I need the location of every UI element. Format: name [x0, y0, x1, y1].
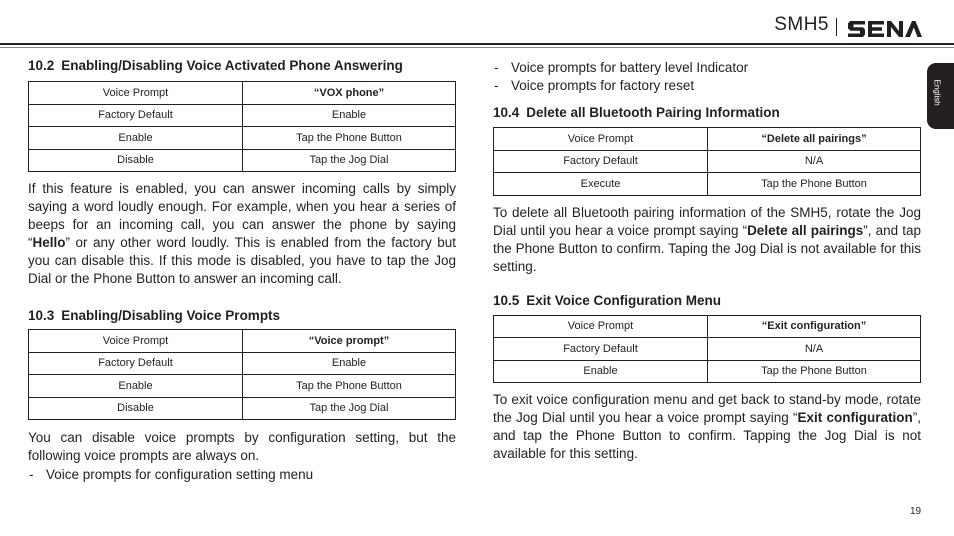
table-cell: N/A — [708, 338, 921, 361]
table-cell: “Voice prompt” — [243, 330, 456, 353]
settings-table-voice-prompt — [28, 329, 456, 420]
table-cell: Voice Prompt — [494, 128, 708, 151]
text-run-bold: Hello — [32, 235, 66, 250]
list-dash: - — [494, 60, 499, 75]
sena-logo — [848, 21, 922, 37]
header-rule-thin — [0, 47, 954, 48]
list-item — [493, 77, 921, 95]
table-row — [29, 104, 456, 127]
table-cell: Tap the Phone Button — [708, 360, 921, 383]
section-number: 10.2 — [28, 58, 55, 73]
table-cell: Enable — [29, 375, 243, 398]
list-dash: - — [494, 78, 499, 93]
table-row — [29, 397, 456, 420]
list-item — [493, 59, 921, 77]
table-cell: Disable — [29, 149, 243, 172]
paragraph-vox — [28, 180, 456, 288]
paragraph-voice-prompts: You can disable voice prompts by configuration setting, but the following voice prompts are always on. — [28, 430, 456, 463]
table-cell: “Delete all pairings” — [708, 128, 921, 151]
table-cell: Enable — [494, 360, 708, 383]
paragraph-delete-pairings — [493, 204, 921, 276]
settings-table-delete-pairings — [493, 127, 921, 196]
table-cell: Factory Default — [494, 150, 708, 173]
table-cell: Tap the Phone Button — [243, 127, 456, 150]
table-cell: Tap the Jog Dial — [243, 149, 456, 172]
table-cell: Factory Default — [29, 352, 243, 375]
section-title: Delete all Bluetooth Pairing Information — [526, 105, 780, 120]
section-title: Enabling/Disabling Voice Activated Phone Answering — [61, 58, 403, 73]
table-cell: N/A — [708, 150, 921, 173]
section-title: Enabling/Disabling Voice Prompts — [61, 308, 281, 323]
table-row — [494, 128, 921, 151]
table-cell: Tap the Phone Button — [708, 173, 921, 196]
section-heading-10-2 — [28, 58, 456, 73]
language-tab-label: English — [932, 79, 942, 106]
header-separator — [836, 18, 837, 36]
table-row — [29, 149, 456, 172]
table-cell: Factory Default — [29, 104, 243, 127]
table-cell: Factory Default — [494, 338, 708, 361]
list-item-text: Voice prompts for factory reset — [511, 78, 695, 93]
header-rule — [0, 43, 954, 45]
section-title: Exit Voice Configuration Menu — [526, 292, 722, 308]
settings-table-vox-phone — [28, 81, 456, 172]
table-cell: Voice Prompt — [29, 82, 243, 105]
left-column — [28, 58, 456, 484]
right-column — [493, 58, 921, 463]
table-row — [494, 173, 921, 196]
table-cell: Tap the Jog Dial — [243, 397, 456, 420]
table-cell: Enable — [243, 352, 456, 375]
text-run: If this feature is enabled, you can answer incoming calls by simply saying a word loudly enough. For example, when you hear a series of beeps for an incoming call, you can answer the phone by saying “ — [28, 181, 456, 250]
paragraph-exit-configuration — [493, 391, 921, 463]
table-cell: Voice Prompt — [29, 330, 243, 353]
table-cell: Enable — [243, 104, 456, 127]
table-cell: Voice Prompt — [494, 315, 708, 338]
text-run-bold: Exit configuration — [797, 410, 913, 425]
table-cell: “VOX phone” — [243, 82, 456, 105]
table-row — [29, 82, 456, 105]
section-number: 10.4 — [493, 105, 520, 120]
page-number: 19 — [910, 506, 922, 517]
table-row — [494, 338, 921, 361]
section-number: 10.5 — [493, 292, 520, 308]
table-row — [494, 150, 921, 173]
table-cell: Execute — [494, 173, 708, 196]
table-row — [494, 315, 921, 338]
table-cell: Disable — [29, 397, 243, 420]
model-name: SMH5 — [774, 14, 829, 35]
settings-table-exit-configuration — [493, 315, 921, 384]
table-row — [29, 330, 456, 353]
text-run: ”, and tap the Phone Button to confirm. Taping the Jog Dial is not available for this setting. — [493, 222, 921, 274]
text-run: ”, and tap the Phone Button to confirm. Tapping the Jog Dial is not available for this setting. — [493, 410, 922, 461]
list-item-text: Voice prompts for configuration setting menu — [46, 467, 314, 482]
table-row — [29, 375, 456, 398]
text-run: To delete all Bluetooth pairing information of the SMH5, rotate the Jog Dial until you hear a voice prompt saying “ — [493, 204, 921, 238]
text-run-bold: Delete all pairings — [747, 222, 864, 238]
list-item-text: Voice prompts for battery level Indicator — [511, 60, 749, 75]
table-row — [29, 127, 456, 150]
section-number: 10.3 — [28, 308, 55, 323]
table-row — [494, 360, 921, 383]
text-run: ” or any other word loudly. This is enabled from the factory but you can disable this. If this mode is disabled, you have to tap the Jog Dial or the Phone Button to answer an incoming call. — [28, 235, 456, 286]
text-run: To exit voice configuration menu and get back to stand-by mode, rotate the Jog Dial until you hear a voice prompt saying “ — [493, 392, 921, 425]
table-row — [29, 352, 456, 375]
table-cell: Enable — [29, 127, 243, 150]
list-item — [28, 466, 456, 484]
table-cell: Tap the Phone Button — [243, 375, 456, 398]
section-heading-10-5 — [493, 293, 921, 308]
list-dash: - — [29, 467, 34, 482]
section-heading-10-3 — [28, 308, 456, 323]
table-cell: “Exit configuration” — [708, 315, 921, 338]
section-heading-10-4 — [493, 105, 921, 120]
